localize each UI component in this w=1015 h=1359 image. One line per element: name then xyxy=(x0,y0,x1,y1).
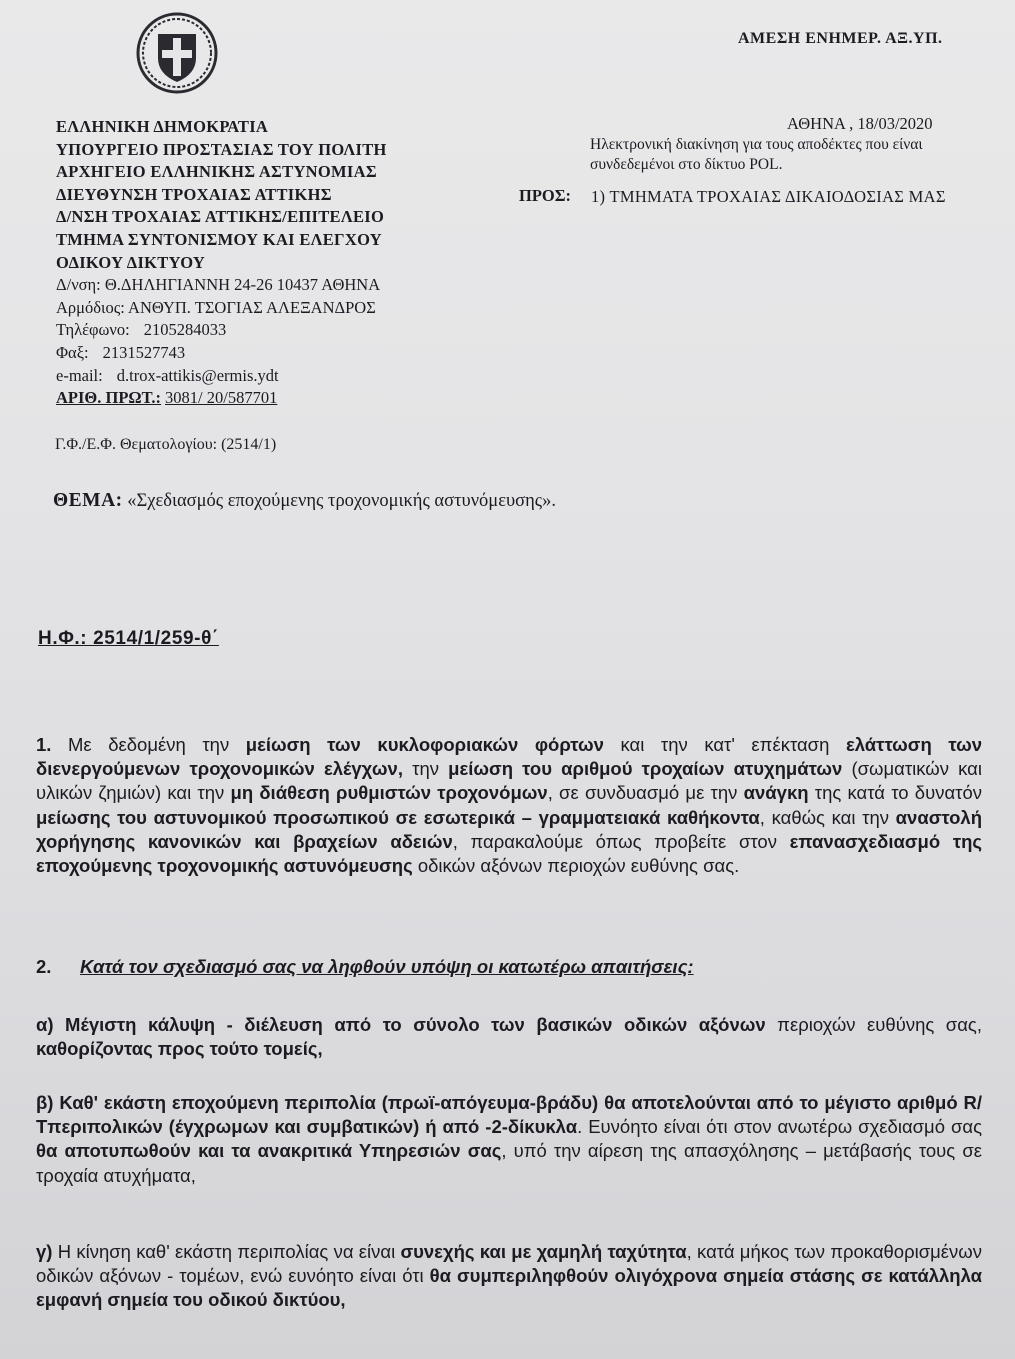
text-run: (σωματικών και υλικών ζημιών) και την xyxy=(36,758,982,804)
delivery-note: Ηλεκτρονική διακίνηση για τους αποδέκτες που είναι συνδεδεμένοι στο δίκτυο POL. xyxy=(590,136,923,173)
text-run: , καθώς και την xyxy=(759,806,896,828)
sender-responsible: Αρμόδιος: ΑΝΘΥΠ. ΤΣΟΓΙΑΣ ΑΛΕΞΑΝΔΡΟΣ xyxy=(56,297,376,317)
protocol-value: 3081/ 20/587701 xyxy=(165,388,278,408)
phone-value: 2105284033 xyxy=(143,320,227,340)
text-run: , υπό την αίρεση της απασχόλησης – μετάβασής τους σε τροχαία ατυχήματα, xyxy=(36,1140,982,1186)
text-run: , κατά μήκος των προκαθορισμένων οδικών αξόνων - τομέων, ενώ ευνόητο είναι ότι xyxy=(36,1241,982,1287)
protocol-label: ΑΡΙΘ. ΠΡΩΤ.: xyxy=(56,388,162,408)
bold-run: γ) xyxy=(36,1241,53,1262)
requirements-heading: Κατά τον σχεδιασμό σας να ληφθούν υπόψη οι κατωτέρω απαιτήσεις: xyxy=(80,956,694,977)
bold-run: β) Καθ' εκάστη εποχούμενη περιπολία (πρωϊ-απόγευμα-βράδυ) θα αποτελούνται από το μέγιστο αριθμό R/Τπεριπολικών (έγχρωμων και συμβατικών) ή από -2-δίκυκλα xyxy=(36,1092,982,1138)
paragraph-number: 2. xyxy=(36,956,52,977)
email-label: e-mail: xyxy=(56,365,103,385)
sender-email-row xyxy=(56,365,387,388)
sender-line: ΤΜΗΜΑ ΣΥΝΤΟΝΙΣΜΟΥ ΚΑΙ ΕΛΕΓΧΟΥ xyxy=(56,229,382,249)
coat-of-arms-emblem xyxy=(136,12,218,94)
archive-code: Η.Φ.: 2514/1/259-θ΄ xyxy=(38,628,219,649)
sender-line: ΟΔΙΚΟΥ ΔΙΚΤΥΟΥ xyxy=(56,252,206,272)
bold-run: αναστολή χορήγησης κανονικών και βραχείων αδειών xyxy=(36,806,982,852)
subject-line xyxy=(53,490,556,512)
bold-run: μείωσης του αστυνομικού προσωπικού σε εσωτερικά – γραμματειακά καθήκοντα xyxy=(36,806,760,828)
subject-text: «Σχεδιασμός εποχούμενης τροχονομικής αστυνόμευσης». xyxy=(127,491,557,511)
sender-line: ΥΠΟΥΡΓΕΙΟ ΠΡΟΣΤΑΣΙΑΣ ΤΟΥ ΠΟΛΙΤΗ xyxy=(56,139,387,159)
sender-phone-row xyxy=(56,319,387,342)
phone-label: Τηλέφωνο: xyxy=(56,320,130,340)
paragraph-number: 1. xyxy=(36,734,52,755)
sender-block xyxy=(56,116,387,410)
bold-run: θα αποτυπωθούν και τα ανακριτικά Υπηρεσιών σας xyxy=(36,1140,502,1162)
sender-fax-row xyxy=(56,342,387,365)
recipient-label: ΠΡΟΣ: xyxy=(519,186,572,205)
bold-run: μη διάθεση ρυθμιστών τροχονόμων xyxy=(230,782,548,804)
fax-value: 2131527743 xyxy=(102,342,186,362)
text-run: , σε συνδυασμό με την xyxy=(547,782,744,804)
text-run: οδικών αξόνων περιοχών ευθύνης σας. xyxy=(412,855,740,877)
bold-run: ανάγκη xyxy=(743,782,809,804)
text-run: , παρακαλούμε όπως προβείτε στον xyxy=(452,830,790,852)
paragraph-2-heading xyxy=(36,955,982,979)
bold-run: επανασχεδιασμό της εποχούμενης τροχονομικής αστυνόμευσης xyxy=(36,830,983,877)
recipient-text: 1) ΤΜΗΜΑΤΑ ΤΡΟΧΑΙΑΣ ΔΙΚΑΙΟΔΟΣΙΑΣ ΜΑΣ xyxy=(591,187,946,206)
text-run: και την κατ' επέκταση xyxy=(603,734,846,755)
paragraph-1 xyxy=(36,733,982,878)
bold-run: ελάττωση των διενεργούμενων τροχονομικών ελέγχων, xyxy=(36,734,982,780)
sender-line: ΕΛΛΗΝΙΚΗ ΔΗΜΟΚΡΑΤΙΑ xyxy=(56,117,269,136)
bold-run: μείωση του αριθμού τροχαίων ατυχημάτων xyxy=(448,758,843,780)
sender-address: Δ/νση: Θ.ΔΗΛΗΓΙΑΝΝΗ 24-26 10437 ΑΘΗΝΑ xyxy=(56,275,381,295)
item-a xyxy=(36,1013,982,1061)
text-run: Η κίνηση καθ' εκάστη περιπολίας να είναι xyxy=(52,1241,401,1262)
sender-line: ΑΡΧΗΓΕΙΟ ΕΛΛΗΝΙΚΗΣ ΑΣΤΥΝΟΜΙΑΣ xyxy=(56,162,377,182)
text-run: . Ευνόητο είναι ότι στον ανωτέρω σχεδιασμό σας xyxy=(577,1116,982,1138)
item-c xyxy=(36,1240,982,1313)
bold-run: θα συμπεριληφθούν ολιγόχρονα σημεία στάσης σε κατάλληλα εμφανή σημεία του οδικού δικτύου, xyxy=(36,1265,983,1311)
text-run: της κατά το δυνατόν xyxy=(808,782,982,804)
text-run: Με δεδομένη την xyxy=(51,734,246,755)
bold-run: καθορίζοντας προς τούτο τομείς, xyxy=(36,1038,323,1060)
file-reference: Γ.Φ./Ε.Φ. Θεματολογίου: (2514/1) xyxy=(55,436,277,453)
sender-line: ΔΙΕΥΘΥΝΣΗ ΤΡΟΧΑΙΑΣ ΑΤΤΙΚΗΣ xyxy=(56,184,332,204)
urgency-marking: ΑΜΕΣΗ ΕΝΗΜΕΡ. ΑΞ.ΥΠ. xyxy=(738,30,943,47)
sender-line: Δ/ΝΣΗ ΤΡΟΧΑΙΑΣ ΑΤΤΙΚΗΣ/ΕΠΙΤΕΛΕΙΟ xyxy=(56,207,385,227)
bold-run: συνεχής και με χαμηλή ταχύτητα xyxy=(400,1241,687,1262)
bold-run: μείωση των κυκλοφοριακών φόρτων xyxy=(245,734,604,755)
item-b xyxy=(36,1091,982,1188)
text-run: περιοχών ευθύνης σας, xyxy=(765,1014,982,1035)
protocol-row xyxy=(56,387,387,410)
bold-run: α) Μέγιστη κάλυψη - διέλευση από το σύνολο των βασικών οδικών αξόνων xyxy=(36,1014,766,1035)
subject-label: ΘΕΜΑ: xyxy=(53,490,123,511)
document-date: ΑΘΗΝΑ , 18/03/2020 xyxy=(787,114,933,133)
text-run: την xyxy=(402,758,449,780)
fax-label: Φαξ: xyxy=(56,342,89,362)
email-value: d.trox-attikis@ermis.ydt xyxy=(116,365,279,385)
